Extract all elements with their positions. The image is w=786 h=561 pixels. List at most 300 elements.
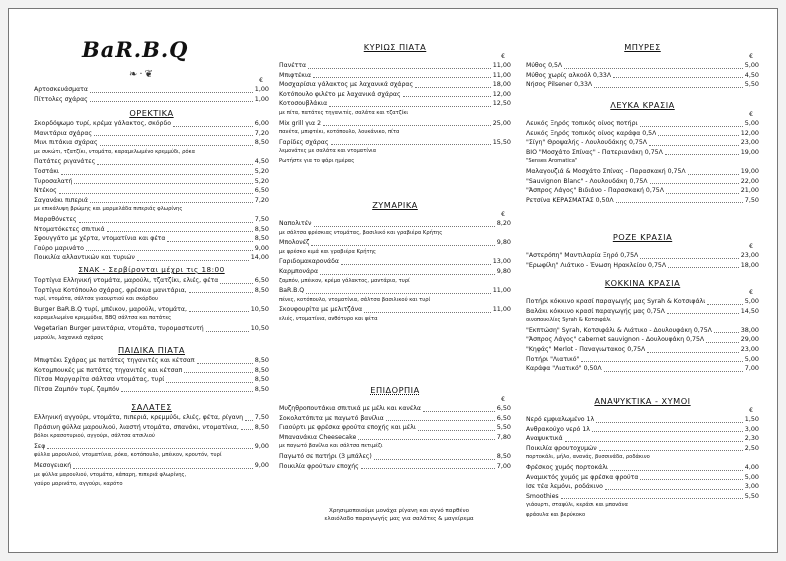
currency-label: € (259, 77, 263, 84)
dot-leader (667, 313, 739, 314)
menu-item-price: 14,50 (740, 306, 759, 315)
menu-item-price: 19,00 (740, 147, 759, 156)
menu-item (526, 415, 759, 425)
dot-leader (649, 145, 739, 146)
menu-item (34, 305, 269, 315)
menu-item-price: 5,50 (496, 423, 511, 432)
menu-item-name: λεμονάτες με σαλάτα και ντοματίνια (279, 148, 377, 155)
dot-leader (73, 468, 253, 469)
menu-item-name: Μινι πιτάκια σχάρας (34, 139, 98, 147)
menu-item (526, 345, 759, 355)
menu-item-price: 1,50 (744, 415, 759, 423)
menu-item-price: 5,50 (744, 80, 759, 89)
dot-leader (184, 372, 252, 373)
menu-item-description (34, 451, 269, 461)
menu-item (526, 80, 759, 90)
dot-leader (616, 202, 743, 203)
menu-item-price: 5,00 (744, 297, 759, 305)
rose-wine-section (526, 231, 759, 270)
section-title: ΖΥΜΑΡΙΚΑ (372, 200, 418, 210)
dot-leader (640, 126, 743, 127)
menu-item-price: 7,80 (496, 432, 511, 441)
section-title: ΚΥΡΙΩΣ ΠΙΑΤΑ (363, 42, 427, 52)
menu-item-name: με φύλλα μαρουλιού, ντομάτα, κάπαρη, πιπεριά φλωρίνης, (34, 471, 187, 478)
menu-item-price: 6,50 (496, 413, 511, 422)
dot-leader (86, 250, 253, 251)
menu-item (34, 286, 269, 296)
menu-item-name: Ποικιλία αλλαντικών και τυριών (34, 254, 135, 262)
section-title: ΑΝΑΨΥΚΤΙΚΑ - ΧΥΜΟΙ (594, 396, 691, 406)
menu-item-price: 12,00 (492, 89, 511, 98)
menu-item-name: Mix grill για 2 (279, 119, 322, 127)
dot-leader (640, 479, 742, 480)
dot-leader (658, 135, 738, 136)
menu-item-name: Μπιφτέκι Σχάρας με πατάτες τηγανιτές και κέτσαπ (34, 357, 195, 364)
dot-leader (245, 420, 253, 421)
menu-item (279, 414, 511, 424)
dot-leader (308, 68, 491, 69)
menu-item-price: 8,50 (254, 356, 269, 364)
menu-item-name: Μπιφτέκια (279, 71, 312, 79)
menu-item (526, 425, 759, 435)
intro-section (34, 77, 269, 104)
intro-list (34, 85, 269, 104)
menu-item-price: 2,50 (744, 443, 759, 452)
menu-item-name: Ντοματόκετες σπιτικά (34, 225, 105, 233)
menu-item-name: "Εκπτώση" Syrah, Κοτσιφάλι & Λιάτικο - Δουλουφάκη 0,75Λ (526, 326, 712, 334)
menu-item-name: Ρετσίνα ΚΕΡΑΣΜΑΤΑΣ 0,50Λ (526, 196, 614, 204)
menu-item-price: 2,30 (744, 434, 759, 443)
menu-item (526, 473, 759, 483)
menu-item-name: με συκώτι, τζατζίκι, ντομάτα, καραμελωμένο κρεμμύδι, ρόκα (34, 148, 196, 155)
dot-leader (714, 332, 739, 333)
currency-label: € (501, 53, 505, 60)
menu-item (279, 423, 511, 433)
dot-leader (206, 331, 249, 332)
menu-item-name: Μοσχαρίσια γάλακτος με λαχανικά σχάρας (279, 81, 414, 89)
menu-item-price: 10,50 (250, 323, 269, 332)
menu-item (34, 244, 269, 254)
menu-item (526, 138, 759, 148)
currency-label: € (749, 289, 753, 296)
dot-leader (707, 304, 742, 305)
menu-item (34, 138, 269, 148)
red-wine-list (526, 297, 759, 374)
menu-item-description (34, 334, 269, 344)
menu-item (34, 119, 269, 129)
section-title: ΛΕΥΚΑ ΚΡΑΣΙΑ (610, 100, 675, 110)
menu-item (526, 148, 759, 158)
dot-leader (647, 352, 738, 353)
menu-item-price: 14,00 (250, 253, 269, 262)
menu-item-name: Τοστάκι (34, 167, 60, 175)
menu-item-name: Τορτίγια Ελληνική ντομάτα, μαρούλι, τζατζίκι, ελιές, φέτα (34, 277, 219, 284)
currency-label: € (749, 407, 753, 414)
menu-item (526, 196, 759, 206)
menu-item (526, 297, 759, 307)
menu-item (34, 324, 269, 334)
dot-leader (640, 258, 738, 259)
menu-item-name: BIO "Μοσχάτο Σπίνας" - Πατεριανάκη 0,75Λ (526, 148, 663, 156)
menu-item-price: 11,00 (492, 286, 511, 295)
menu-item (279, 452, 511, 462)
menu-item-name: οινοποικιλίες Syrah & Κοτσιφάλι (526, 317, 611, 324)
menu-item-name: με παγωτό βανίλια και σάλτσα πετιμέζι (279, 443, 383, 450)
menu-item-name: Μαλαγουζιά & Μοσχάτο Σπίνας - Παρασκακή 0,75Λ (526, 167, 686, 175)
menu-item-price: 8,50 (254, 234, 269, 243)
menu-item-price: 8,50 (254, 384, 269, 393)
menu-item-name: Φρέσκος χυμός πορτοκάλι (526, 463, 608, 471)
menu-item-name: Πίττολες σχάρας (34, 95, 88, 103)
menu-item-name: Λευκός Ξηρός τοπικός οίνος ποτήρι (526, 120, 638, 127)
menu-item (526, 335, 759, 345)
dot-leader (423, 411, 495, 412)
menu-item-name: καραμελωμένα κρεμμύδια, BBQ σάλτσα και πατάτες (34, 315, 172, 322)
dot-leader (121, 391, 253, 392)
dot-leader (90, 202, 253, 203)
dot-leader (564, 68, 743, 69)
menu-item (34, 375, 269, 385)
dot-leader (403, 96, 491, 97)
dot-leader (613, 77, 743, 78)
dot-leader (665, 154, 739, 155)
epidorpia-list (279, 404, 511, 471)
menu-item-price: 19,00 (740, 166, 759, 175)
menu-item-name: Αναψυκτικά (526, 435, 563, 443)
menu-item (526, 463, 759, 473)
menu-item-name: "Κηφάς" Merlot - Παναγιωτακος 0,75Λ (526, 345, 646, 353)
menu-item-price: 38,00 (740, 325, 759, 334)
menu-item-description (526, 511, 759, 521)
menu-item-price: 1,00 (254, 85, 269, 93)
menu-item (526, 364, 759, 374)
menu-item-name: Ελληνική αγγούρι, ντομάτα, πιπεριά, κρεμμύδι, ελιές, φέτα, ρίγανη (34, 414, 244, 421)
menu-item (279, 61, 511, 71)
dot-leader (364, 312, 491, 313)
menu-item (279, 404, 511, 414)
menu-item-price: 22,00 (740, 176, 759, 185)
menu-item (279, 462, 511, 472)
dot-leader (386, 420, 495, 421)
menu-item-price: 6,50 (254, 186, 269, 195)
menu-item-name: Μανιτάρια σχάρας (34, 129, 93, 137)
menu-item (34, 177, 269, 187)
menu-item-price: 9,00 (254, 460, 269, 469)
menu-item-name: γαύρο μαρινάτο, αγγούρι, καρότο (34, 481, 123, 488)
currency-label: € (749, 53, 753, 60)
menu-item (279, 80, 511, 90)
menu-item (526, 326, 759, 336)
epidorpia-section (279, 384, 511, 471)
orektika-list (34, 119, 269, 263)
menu-item-name: Νερό εμφιαλωμένο 1λ (526, 416, 595, 423)
menu-item (34, 253, 269, 263)
menu-item-description (279, 248, 511, 258)
menu-item-name: βόλοι κρασοτυριού, αγγούρι, σάλτσα ατσιλιού (34, 433, 155, 440)
menu-item-price: 8,50 (254, 138, 269, 147)
menu-item (526, 119, 759, 129)
menu-item-name: Τορτίγια Κοτόπουλο σχάρας, φρέσκια μανιτάρια, (34, 286, 187, 294)
menu-item-price: 18,00 (740, 260, 759, 269)
menu-item-name: Σοκολατόπιτα με παγωτό βανίλια (279, 414, 384, 422)
beer-list (526, 61, 759, 90)
red-wine-section (526, 277, 759, 374)
dot-leader (100, 145, 253, 146)
menu-item-price: 7,20 (254, 128, 269, 137)
rose-wine-list (526, 251, 759, 270)
white-wine-list (526, 119, 759, 205)
menu-item-name: Vegetarian Burger μανιτάρια, ντομάτα, τυρομαστευτή (34, 324, 204, 332)
dot-leader (418, 430, 495, 431)
menu-item-name: Σκουφουρίτα με μελιτζάνα (279, 306, 363, 314)
menu-item-name: πορτοκάλι, μήλο, ανανάς, βυσσινάδα, ροδάκινο (526, 454, 650, 461)
dot-leader (596, 422, 743, 423)
dot-leader (666, 193, 739, 194)
dot-leader (415, 87, 491, 88)
menu-item (34, 95, 269, 105)
salates-section (34, 401, 269, 490)
dot-leader (94, 135, 253, 136)
section-title: ΠΑΙΔΙΚΑ ΠΙΑΤΑ (117, 345, 186, 355)
menu-item-description (34, 148, 269, 158)
menu-item (34, 442, 269, 452)
dot-leader (241, 429, 253, 430)
menu-item (34, 234, 269, 244)
menu-item-name: Αρτοσκευάσματα (34, 86, 88, 93)
menu-item-name: Ντέκος (34, 187, 57, 195)
dot-leader (59, 193, 253, 194)
menu-item-price: 21,00 (740, 186, 759, 195)
menu-item-name: Μύθος 0,5Λ (526, 62, 563, 69)
ornament-icon: ❧·❦ (129, 69, 155, 80)
menu-item-price: 8,50 (254, 365, 269, 374)
dot-leader (329, 106, 491, 107)
beer-section (526, 41, 759, 90)
menu-item-name: γιάουρτι, σταφύλι, κεράσι και μπανάνα (526, 502, 628, 509)
dot-leader (197, 363, 253, 364)
dot-leader (90, 92, 253, 93)
dot-leader (323, 125, 491, 126)
menu-item (34, 356, 269, 366)
menu-item-price: 9,80 (496, 266, 511, 275)
menu-item-name: με σάλτσα φρέσκιας ντομάτας, βασιλικό και γραβιέρα Κρήτης (279, 229, 443, 236)
dot-leader (173, 126, 253, 127)
dot-leader (47, 448, 252, 449)
menu-item-description (34, 205, 269, 215)
menu-item-name: Παγωτό σε πατήρι (3 μπάλες) (279, 452, 372, 460)
menu-item-price: 9,80 (496, 238, 511, 247)
menu-item (34, 385, 269, 395)
menu-item-name: Πατάτες ριγανάτες (34, 158, 96, 166)
menu-item-description (34, 314, 269, 324)
menu-item (34, 413, 269, 423)
dot-leader (220, 283, 252, 284)
dot-leader (688, 174, 739, 175)
dot-leader (107, 231, 253, 232)
menu-item-price: 25,00 (492, 118, 511, 127)
menu-item (526, 482, 759, 492)
menu-item-name: Ποτήρι κόκκινο κρασί παραγωγής μας Syrah & Κοτσιφάλι (526, 298, 706, 305)
section-title: ΜΠΥΡΕΣ (624, 42, 661, 52)
zymarika-section (279, 199, 511, 325)
menu-item-name: με φρέσκο κιμά και γραβιέρα Κρήτης (279, 248, 376, 255)
menu-item (279, 90, 511, 100)
menu-item (279, 138, 511, 148)
menu-item-name: Σεφ (34, 442, 46, 450)
snak-list (34, 276, 269, 343)
menu-item-name: με πίτα, πατάτες τηγανιτές, σαλάτα και τζατζίκι (279, 109, 409, 116)
menu-item-price: 12,00 (740, 128, 759, 137)
currency-label: € (501, 396, 505, 403)
menu-item-price: 7,00 (744, 364, 759, 373)
dot-leader (650, 183, 739, 184)
menu-item-price: 13,00 (492, 257, 511, 266)
menu-item-price: 29,00 (740, 335, 759, 344)
menu-item (279, 119, 511, 129)
menu-item-price: 11,00 (492, 61, 511, 69)
currency-label: € (749, 111, 753, 118)
dot-leader (74, 183, 252, 184)
menu-item-price: 5,00 (744, 119, 759, 127)
paidika-list (34, 356, 269, 394)
menu-item-name: Γιαούρτι με φρέσκα φρούτα εποχής και μέλι (279, 424, 416, 432)
menu-item (526, 167, 759, 177)
menu-item (526, 186, 759, 196)
menu-item-name: μαρούλι, λαχανικά σχάρας (34, 334, 104, 341)
dot-leader (313, 77, 491, 78)
dot-leader (668, 267, 739, 268)
menu-item-description (34, 432, 269, 442)
dot-leader (561, 498, 743, 499)
dot-leader (314, 226, 495, 227)
menu-item-name: Κοτοσουβλάκια (279, 100, 328, 108)
kyrios-list (279, 61, 511, 167)
dot-leader (361, 468, 495, 469)
dot-leader (306, 293, 491, 294)
menu-item (279, 238, 511, 248)
menu-item-name: Ισε τέα λεμόνι, ροδάκινο (526, 483, 603, 491)
menu-item-name: Σαγανάκι πιπεριά (34, 196, 88, 204)
menu-item (34, 366, 269, 376)
menu-item-name: Smoothies (526, 492, 559, 500)
menu-item (526, 261, 759, 271)
snak-section (34, 264, 269, 343)
dot-leader (166, 382, 252, 383)
menu-item (526, 444, 759, 454)
menu-item-description (279, 147, 511, 157)
menu-item-name: Λευκός Ξηρός τοπικός οίνος καράφα 0,5Λ (526, 129, 657, 137)
menu-item-name: Σκορδόψωμο τυρί, κρέμα γάλακτος, σκόρδο (34, 120, 172, 127)
menu-item-price: 8,50 (254, 422, 269, 431)
menu-item-name: Ποικιλία φρούτων εποχής (279, 462, 359, 470)
dot-leader (189, 292, 253, 293)
dot-leader (599, 450, 743, 451)
menu-item-name: με επικάλυψη βρώμης και μαρμελάδα πιπεριάς φλωρίνης (34, 206, 183, 213)
menu-item (526, 434, 759, 444)
menu-item-description (34, 295, 269, 305)
menu-item-name: Σφουγγάτο με χέρτα, ντοματίνια και φέτα (34, 235, 166, 243)
menu-item-price: 5,00 (744, 61, 759, 69)
menu-item (279, 286, 511, 296)
dot-leader (592, 431, 743, 432)
dot-leader (610, 470, 743, 471)
menu-item (279, 305, 511, 315)
menu-item (34, 225, 269, 235)
menu-item-price: 4,50 (254, 157, 269, 166)
menu-item-name: τυρί, ντομάτα, σάλτσα γιαουρτιού και σκόρδου (34, 296, 158, 303)
dot-leader (374, 459, 495, 460)
menu-item-name: Τυροσαλατή (34, 177, 73, 185)
menu-item-price: 6,50 (254, 276, 269, 284)
menu-item-price: 7,00 (496, 461, 511, 470)
menu-item (279, 71, 511, 81)
menu-item-price: 15,50 (492, 137, 511, 146)
menu-item-name: Ποικιλία φρουτοχυμών (526, 444, 597, 452)
menu-item-name: BaR.B.Q (279, 287, 305, 295)
zymarika-list (279, 219, 511, 325)
menu-item-name: Μπολονέζ (279, 239, 310, 247)
menu-item-description (526, 157, 759, 167)
menu-item-price: 1,00 (254, 94, 269, 103)
note-line: ελαιόλαδο παραγωγής μας για σαλάτες & μαγείρεμα (324, 516, 474, 522)
menu-item-price: 4,00 (744, 462, 759, 471)
menu-item-name: Καράφα "Λιατικό" 0,50Λ (526, 365, 602, 373)
dot-leader (320, 274, 495, 275)
menu-item-name: Πίτσα Ζαμπόν τυρί, ζαμπόν (34, 385, 120, 393)
menu-item-price: 4,50 (744, 70, 759, 79)
dot-leader (604, 371, 743, 372)
menu-item-name: "Σίγη" Θροψαλής - Λουλουδάκης 0,75Λ (526, 139, 648, 147)
salates-list (34, 413, 269, 490)
menu-item-description (34, 480, 269, 490)
menu-item-price: 5,00 (744, 472, 759, 481)
menu-item-description (279, 157, 511, 167)
dot-leader (79, 222, 253, 223)
dot-leader (189, 311, 249, 312)
menu-item (34, 129, 269, 139)
menu-item-price: 5,50 (744, 491, 759, 500)
menu-item-price: 7,20 (254, 195, 269, 204)
dot-leader (137, 260, 249, 261)
menu-item-price: 8,20 (496, 219, 511, 227)
menu-item-price: 10,50 (250, 304, 269, 313)
menu-item-name: πένες, κοτόπουλο, ντοματίνια, σάλτσα βασιλικού και τυρί (279, 296, 431, 303)
menu-item-name: Αναμικτός χυμός με φρέσκα φρούτα (526, 473, 639, 481)
drinks-list (526, 415, 759, 521)
menu-item-name: Μύθος χωρίς αλκοόλ 0,33Λ (526, 71, 612, 79)
orektika-section (34, 107, 269, 263)
menu-item-description (279, 442, 511, 452)
menu-item-description (279, 315, 511, 325)
menu-item-description (34, 471, 269, 481)
menu-sheet (8, 8, 778, 553)
menu-item-price: 6,00 (254, 119, 269, 127)
currency-label: € (501, 211, 505, 218)
section-title: ΟΡΕΚΤΙΚΑ (129, 108, 174, 118)
menu-item (279, 433, 511, 443)
menu-item (526, 307, 759, 317)
menu-item-description (279, 128, 511, 138)
section-title: ΣΑΛΑΤΕΣ (131, 402, 172, 412)
menu-item-name: Γαρίδες σχάρας (279, 138, 329, 146)
menu-item-description (279, 229, 511, 239)
menu-item (279, 267, 511, 277)
menu-item-price: 7,50 (744, 195, 759, 204)
menu-item-name: Μεσογειακή (34, 461, 72, 469)
section-title: ΕΠΙΔΟΡΠΙΑ (370, 385, 420, 395)
menu-item-price: 11,00 (492, 70, 511, 79)
dot-leader (90, 101, 253, 102)
